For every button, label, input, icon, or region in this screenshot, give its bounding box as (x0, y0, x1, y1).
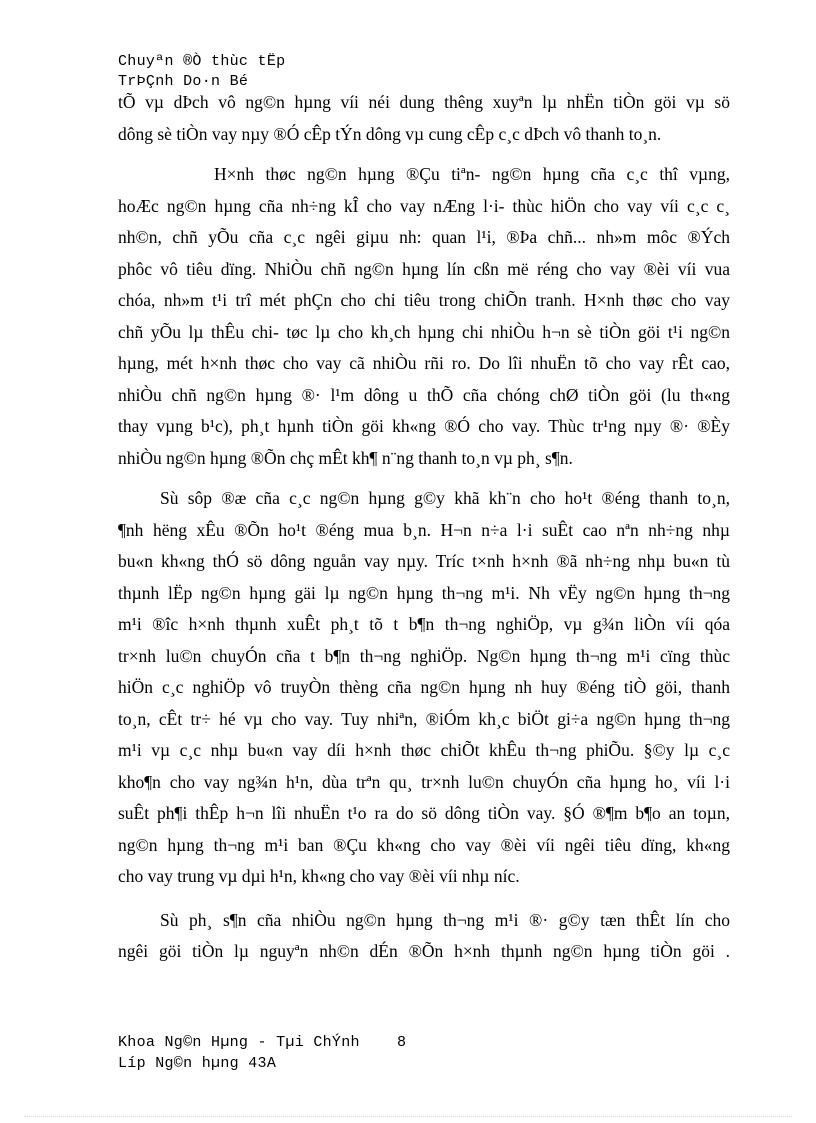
text-line: tÕ vµ dÞch vô ng©n hµng víi néi dung thêng xuyªn lµ nhËn tiÒn göi vµ sö (118, 92, 730, 112)
text-line: ng©n hµng th¬ng m¹i ban ®Çu kh«ng cho vay ®èi víi ngêi tiêu dïng, kh«ng (118, 834, 730, 855)
paragraph (118, 910, 730, 973)
text-line: thay vµng b¹c), ph¸t hµnh tiÒn göi kh«ng ®Ó cho vay. Thùc tr¹ng nµy ®· ®Èy (118, 416, 730, 436)
page-header (118, 52, 285, 92)
paragraph (118, 164, 730, 479)
footer-class: Líp Ng©n hµng 43A (118, 1055, 277, 1072)
text-line: H×nh thøc ng©n hµng ®Çu tiªn- ng©n hµng cña c¸c thî vµng, (214, 164, 730, 184)
text-line: Sù ph¸ s¶n cña nhiÒu ng©n hµng th¬ng m¹i ®· g©y tæn thÊt lín cho (160, 909, 730, 930)
footer-faculty: Khoa Ng©n Hµng - Tµi ChÝnh 8 (118, 1034, 407, 1051)
text-line: nhiÒu chñ ng©n hµng ®· l¹m dông u thÕ cña chóng chØ tiÒn göi (lu th«ng (118, 384, 730, 405)
text-line: thµnh lËp ng©n hµng gäi lµ ng©n hµng th¬ng m¹i. Nh vËy ng©n hµng th¬ng (118, 582, 730, 603)
text-line: chóa, nh»m t¹i trî mét phÇn cho chi tiêu trong chiÕn tranh. H×nh thøc cho vay (118, 290, 730, 310)
paragraph (118, 488, 730, 898)
text-line: tr×nh lu©n chuyÓn cña t b¶n th¬ng nghiÖp. Ng©n hµng th¬ng m¹i cïng thùc (118, 645, 730, 666)
text-line: m¹i ®îc h×nh thµnh xuÊt ph¸t tõ t b¶n th¬ng nghiÖp, vµ g¾n liÒn víi qóa (118, 614, 730, 634)
text-line: m¹i vµ c¸c nhµ bu«n vay díi h×nh thøc chiÕt khÊu th¬ng phiÕu. §©y lµ c¸c (118, 740, 730, 760)
text-line: dông sè tiÒn vay nµy ®Ó cÊp tÝn dông vµ cung cÊp c¸c dÞch vô thanh to¸n. (118, 123, 662, 144)
text-line: Sù sôp ®æ cña c¸c ng©n hµng g©y khã kh¨n cho ho¹t ®éng thanh to¸n, (160, 488, 730, 508)
paragraph (118, 92, 730, 155)
body-text (118, 92, 730, 973)
page-footer (118, 1032, 406, 1074)
text-line: chñ yÕu lµ thÊu chi- tøc lµ cho kh¸ch hµng chi nhiÒu h¬n sè tiÒn göi t¹i ng©n (118, 321, 730, 342)
text-line: hoÆc ng©n hµng cña nh÷ng kÎ cho vay nÆng l·i- thùc hiÖn cho vay víi c¸c c¸ (118, 195, 730, 216)
text-line: hµng, mét h×nh thøc cho vay cã nhiÒu rñi ro. Do lîi nhuËn tõ cho vay rÊt cao, (118, 353, 730, 373)
text-line: nhiÒu ng©n hµng ®Õn chç mÊt kh¶ n¨ng thanh to¸n vµ ph¸ s¶n. (118, 447, 573, 468)
text-line: kho¶n cho vay ng¾n h¹n, dùa trªn qu¸ tr×nh lu©n chuyÓn cña hµng ho¸ víi l·i (118, 771, 730, 792)
text-line: suÊt ph¶i thÊp h¬n lîi nhuËn t¹o ra do sö dông tiÒn vay. §Ó ®¶m b¶o an toµn, (118, 803, 730, 823)
header-author: TrÞÇnh Do·n Bé (118, 73, 249, 90)
header-title: Chuyªn ®Ò thùc tËp (118, 53, 286, 70)
text-line: ngêi göi tiÒn lµ nguyªn nh©n dÉn ®Õn h×nh thµnh ng©n hµng tiÒn göi . (118, 941, 730, 961)
text-line: hiÖn c¸c nghiÖp vô truyÒn thèng cña ng©n hµng nh huy ®éng tiÒ göi, thanh (118, 677, 730, 697)
text-line: ¶nh hëng xÊu ®Õn ho¹t ®éng mua b¸n. H¬n n÷a l·i suÊt cao nªn nh÷ng nhµ (118, 519, 730, 540)
page-bottom-divider (24, 1116, 792, 1117)
text-line: bu«n kh«ng thÓ sö dông nguån vay nµy. Tríc t×nh h×nh ®ã nh÷ng nhµ bu«n tù (118, 551, 730, 571)
text-line: phôc vô tiêu dïng. NhiÒu chñ ng©n hµng lín cßn më réng cho vay ®èi víi vua (118, 258, 730, 279)
text-line: cho vay trung vµ dµi h¹n, kh«ng cho vay ®èi víi nhµ níc. (118, 866, 520, 886)
text-line: to¸n, cÊt tr÷ hé vµ cho vay. Tuy nhiªn, ®iÓm kh¸c biÖt gi÷a ng©n hµng th¬ng (118, 708, 730, 729)
text-line: nh©n, chñ yÕu cña c¸c ngêi giµu nh: quan l¹i, ®Þa chñ... nh»m môc ®Ých (118, 227, 730, 247)
